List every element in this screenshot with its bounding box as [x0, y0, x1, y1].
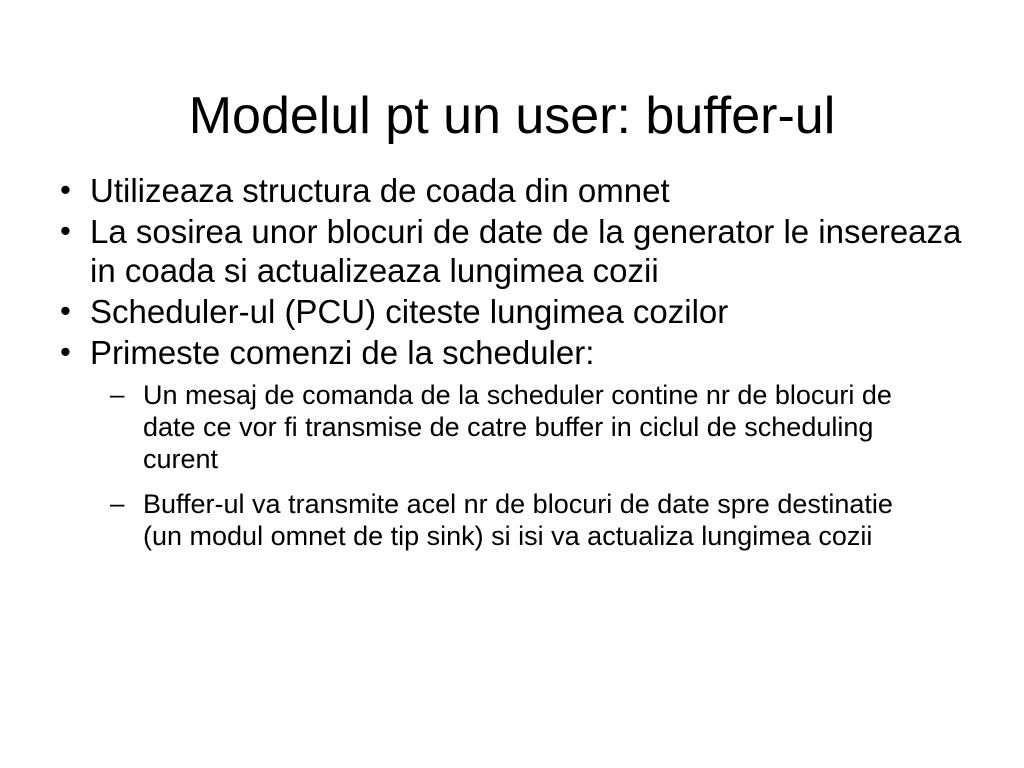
sub-list-item-text: Buffer-ul va transmite acel nr de blocuri de date spre destinatie (un modul omnet de tip sink) si isi va actualiza lungimea cozii	[143, 488, 893, 552]
list-item-text: La sosirea unor blocuri de date de la generator le insereaza in coada si actualizeaza lungimea cozii	[90, 212, 962, 289]
list-item-text: Primeste comenzi de la scheduler:	[90, 333, 595, 371]
page-title: Modelul pt un user: buffer-ul	[188, 86, 836, 145]
list-item-text: Utilizeaza structura de coada din omnet	[90, 172, 670, 209]
sub-list-item	[110, 488, 982, 553]
list-item-text: Scheduler-ul (PCU) citeste lungimea cozilor	[90, 292, 729, 330]
bullet-icon: •	[60, 333, 71, 369]
bullet-icon: •	[60, 172, 71, 207]
slide-body-list	[52, 172, 982, 565]
dash-bullet-icon: –	[110, 487, 125, 518]
sub-list-item-text: Un mesaj de comanda de la scheduler contine nr de blocuri de date ce vor fi transmise de catre buffer in ciclul de scheduling curent	[143, 379, 892, 475]
list-item	[52, 172, 982, 211]
sub-list	[110, 379, 982, 553]
dash-bullet-icon: –	[110, 378, 125, 409]
bullet-icon: •	[60, 292, 71, 328]
sub-list-item	[110, 379, 982, 476]
list-item	[52, 334, 982, 373]
bullet-icon: •	[60, 212, 71, 248]
list-item	[52, 213, 982, 291]
list-item	[52, 293, 982, 332]
